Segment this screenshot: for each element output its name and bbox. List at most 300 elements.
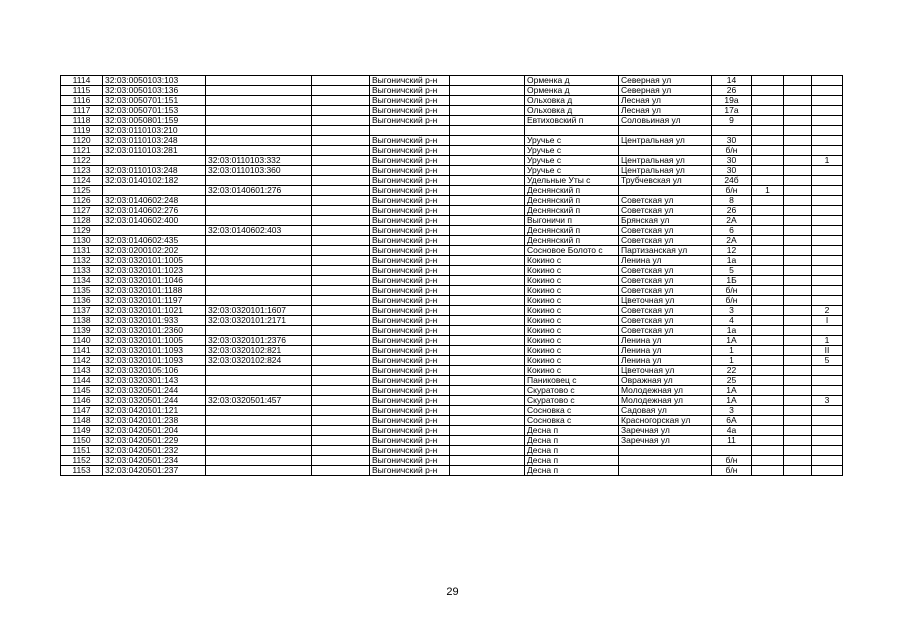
locality-cell: Деснянский п xyxy=(525,186,619,196)
row-number-cell: 1135 xyxy=(61,286,103,296)
col-mark-1-cell xyxy=(752,286,784,296)
blank-col-cell xyxy=(312,376,370,386)
table-row xyxy=(61,416,843,426)
table-row xyxy=(61,106,843,116)
col-mark-3-cell xyxy=(812,276,843,286)
street-cell: Цветочная ул xyxy=(619,366,712,376)
district-cell: Выгоничский р-н xyxy=(370,456,450,466)
row-number-cell: 1146 xyxy=(61,396,103,406)
col-mark-3-cell xyxy=(812,296,843,306)
row-number-cell: 1132 xyxy=(61,256,103,266)
locality-cell: Деснянский п xyxy=(525,226,619,236)
blank-col-cell xyxy=(312,166,370,176)
col-mark-3-cell xyxy=(812,116,843,126)
table-row xyxy=(61,186,843,196)
col-mark-2-cell xyxy=(784,446,812,456)
blank-col-2-cell xyxy=(450,386,525,396)
blank-col-cell xyxy=(312,246,370,256)
col-mark-2-cell xyxy=(784,126,812,136)
col-mark-1-cell xyxy=(752,226,784,236)
related-cadastral-number-cell xyxy=(206,86,312,96)
blank-col-cell xyxy=(312,196,370,206)
table-row xyxy=(61,166,843,176)
blank-col-cell xyxy=(312,356,370,366)
cadastral-number-cell: 32:03:0320101:1093 xyxy=(103,346,206,356)
district-cell: Выгоничский р-н xyxy=(370,226,450,236)
related-cadastral-number-cell xyxy=(206,76,312,86)
locality-cell: Скуратово с xyxy=(525,386,619,396)
row-number-cell: 1122 xyxy=(61,156,103,166)
col-mark-2-cell xyxy=(784,106,812,116)
locality-cell: Скуратово с xyxy=(525,396,619,406)
house-number-cell xyxy=(712,446,752,456)
district-cell xyxy=(370,126,450,136)
related-cadastral-number-cell xyxy=(206,366,312,376)
col-mark-2-cell xyxy=(784,236,812,246)
street-cell: Центральная ул xyxy=(619,156,712,166)
locality-cell: Выгоничи п xyxy=(525,216,619,226)
blank-col-cell xyxy=(312,86,370,96)
district-cell: Выгоничский р-н xyxy=(370,446,450,456)
col-mark-1-cell xyxy=(752,166,784,176)
blank-col-cell xyxy=(312,186,370,196)
district-cell: Выгоничский р-н xyxy=(370,306,450,316)
street-cell xyxy=(619,466,712,476)
cadastral-number-cell: 32:03:0140602:276 xyxy=(103,206,206,216)
district-cell: Выгоничский р-н xyxy=(370,186,450,196)
row-number-cell: 1138 xyxy=(61,316,103,326)
house-number-cell: 1А xyxy=(712,396,752,406)
district-cell: Выгоничский р-н xyxy=(370,276,450,286)
row-number-cell: 1153 xyxy=(61,466,103,476)
table-row xyxy=(61,306,843,316)
district-cell: Выгоничский р-н xyxy=(370,336,450,346)
house-number-cell: 1А xyxy=(712,386,752,396)
blank-col-2-cell xyxy=(450,416,525,426)
street-cell: Советская ул xyxy=(619,236,712,246)
related-cadastral-number-cell xyxy=(206,126,312,136)
col-mark-3-cell: I xyxy=(812,316,843,326)
blank-col-cell xyxy=(312,116,370,126)
house-number-cell: 11 xyxy=(712,436,752,446)
row-number-cell: 1140 xyxy=(61,336,103,346)
col-mark-3-cell xyxy=(812,266,843,276)
col-mark-1-cell xyxy=(752,116,784,126)
locality-cell: Уручье с xyxy=(525,146,619,156)
table-row xyxy=(61,396,843,406)
related-cadastral-number-cell: 32:03:0320101:2376 xyxy=(206,336,312,346)
table-row xyxy=(61,326,843,336)
house-number-cell: 9 xyxy=(712,116,752,126)
table-row xyxy=(61,346,843,356)
blank-col-2-cell xyxy=(450,396,525,406)
col-mark-3-cell: 3 xyxy=(812,396,843,406)
cadastral-number-cell: 32:03:0050701:153 xyxy=(103,106,206,116)
row-number-cell: 1144 xyxy=(61,376,103,386)
blank-col-cell xyxy=(312,136,370,146)
house-number-cell: 6А xyxy=(712,416,752,426)
cadastral-number-cell: 32:03:0420501:204 xyxy=(103,426,206,436)
related-cadastral-number-cell xyxy=(206,196,312,206)
locality-cell: Десна п xyxy=(525,446,619,456)
col-mark-3-cell xyxy=(812,246,843,256)
street-cell: Брянская ул xyxy=(619,216,712,226)
col-mark-2-cell xyxy=(784,326,812,336)
blank-col-cell xyxy=(312,466,370,476)
col-mark-3-cell xyxy=(812,376,843,386)
table-row xyxy=(61,126,843,136)
blank-col-2-cell xyxy=(450,166,525,176)
street-cell: Советская ул xyxy=(619,286,712,296)
col-mark-3-cell xyxy=(812,136,843,146)
col-mark-3-cell xyxy=(812,96,843,106)
table-row xyxy=(61,146,843,156)
col-mark-2-cell xyxy=(784,166,812,176)
blank-col-2-cell xyxy=(450,156,525,166)
page-number: 29 xyxy=(446,586,459,598)
col-mark-1-cell xyxy=(752,376,784,386)
col-mark-3-cell xyxy=(812,436,843,446)
cadastral-number-cell: 32:03:0050103:103 xyxy=(103,76,206,86)
row-number-cell: 1127 xyxy=(61,206,103,216)
locality-cell: Деснянский п xyxy=(525,206,619,216)
district-cell: Выгоничский р-н xyxy=(370,116,450,126)
street-cell: Заречная ул xyxy=(619,426,712,436)
col-mark-2-cell xyxy=(784,316,812,326)
locality-cell: Уручье с xyxy=(525,156,619,166)
row-number-cell: 1128 xyxy=(61,216,103,226)
related-cadastral-number-cell xyxy=(206,456,312,466)
col-mark-3-cell: 1 xyxy=(812,156,843,166)
blank-col-2-cell xyxy=(450,86,525,96)
street-cell: Советская ул xyxy=(619,196,712,206)
house-number-cell: 22 xyxy=(712,366,752,376)
blank-col-cell xyxy=(312,206,370,216)
district-cell: Выгоничский р-н xyxy=(370,426,450,436)
table-row xyxy=(61,246,843,256)
row-number-cell: 1118 xyxy=(61,116,103,126)
house-number-cell: б/н xyxy=(712,286,752,296)
col-mark-1-cell xyxy=(752,156,784,166)
table-row xyxy=(61,376,843,386)
blank-col-2-cell xyxy=(450,186,525,196)
cadastral-number-cell: 32:03:0050801:159 xyxy=(103,116,206,126)
col-mark-3-cell xyxy=(812,416,843,426)
cadastral-number-cell: 32:03:0320101:1197 xyxy=(103,296,206,306)
cadastral-number-cell: 32:03:0420101:121 xyxy=(103,406,206,416)
cadastral-number-cell: 32:03:0320101:1005 xyxy=(103,336,206,346)
col-mark-1-cell xyxy=(752,136,784,146)
blank-col-2-cell xyxy=(450,406,525,416)
cadastral-number-cell: 32:03:0320501:244 xyxy=(103,396,206,406)
street-cell: Советская ул xyxy=(619,326,712,336)
col-mark-3-cell xyxy=(812,186,843,196)
col-mark-1-cell xyxy=(752,386,784,396)
blank-col-cell xyxy=(312,326,370,336)
col-mark-3-cell xyxy=(812,106,843,116)
col-mark-3-cell xyxy=(812,426,843,436)
blank-col-cell xyxy=(312,406,370,416)
street-cell: Северная ул xyxy=(619,76,712,86)
cadastral-number-cell: 32:03:0320501:244 xyxy=(103,386,206,396)
locality-cell xyxy=(525,126,619,136)
col-mark-1-cell xyxy=(752,346,784,356)
locality-cell: Евтиховский п xyxy=(525,116,619,126)
row-number-cell: 1148 xyxy=(61,416,103,426)
house-number-cell: б/н xyxy=(712,296,752,306)
table-row xyxy=(61,276,843,286)
district-cell: Выгоничский р-н xyxy=(370,296,450,306)
col-mark-1-cell xyxy=(752,316,784,326)
blank-col-2-cell xyxy=(450,116,525,126)
related-cadastral-number-cell: 32:03:0320102:824 xyxy=(206,356,312,366)
house-number-cell: 17а xyxy=(712,106,752,116)
col-mark-1-cell xyxy=(752,446,784,456)
house-number-cell: 24б xyxy=(712,176,752,186)
cadastral-number-cell: 32:03:0110103:248 xyxy=(103,166,206,176)
table-row xyxy=(61,206,843,216)
table-row xyxy=(61,196,843,206)
street-cell: Молодежная ул xyxy=(619,386,712,396)
house-number-cell: б/н xyxy=(712,146,752,156)
col-mark-2-cell xyxy=(784,156,812,166)
col-mark-1-cell xyxy=(752,216,784,226)
col-mark-1-cell xyxy=(752,396,784,406)
blank-col-2-cell xyxy=(450,326,525,336)
col-mark-2-cell xyxy=(784,76,812,86)
col-mark-1-cell xyxy=(752,366,784,376)
blank-col-cell xyxy=(312,266,370,276)
related-cadastral-number-cell xyxy=(206,326,312,336)
row-number-cell: 1130 xyxy=(61,236,103,246)
col-mark-1-cell xyxy=(752,266,784,276)
cadastral-number-cell: 32:03:0110103:210 xyxy=(103,126,206,136)
related-cadastral-number-cell: 32:03:0110103:332 xyxy=(206,156,312,166)
col-mark-2-cell xyxy=(784,396,812,406)
col-mark-3-cell xyxy=(812,236,843,246)
col-mark-3-cell xyxy=(812,216,843,226)
col-mark-2-cell xyxy=(784,406,812,416)
blank-col-2-cell xyxy=(450,136,525,146)
cadastral-number-cell xyxy=(103,226,206,236)
district-cell: Выгоничский р-н xyxy=(370,236,450,246)
locality-cell: Кокино с xyxy=(525,306,619,316)
cadastral-number-cell: 32:03:0320101:1188 xyxy=(103,286,206,296)
related-cadastral-number-cell xyxy=(206,116,312,126)
col-mark-3-cell xyxy=(812,456,843,466)
col-mark-3-cell xyxy=(812,126,843,136)
blank-col-cell xyxy=(312,446,370,456)
blank-col-cell xyxy=(312,296,370,306)
locality-cell: Деснянский п xyxy=(525,196,619,206)
house-number-cell: 3 xyxy=(712,306,752,316)
table-body xyxy=(61,76,843,476)
blank-col-2-cell xyxy=(450,246,525,256)
col-mark-3-cell xyxy=(812,286,843,296)
district-cell: Выгоничский р-н xyxy=(370,316,450,326)
col-mark-2-cell xyxy=(784,296,812,306)
col-mark-3-cell xyxy=(812,226,843,236)
district-cell: Выгоничский р-н xyxy=(370,256,450,266)
related-cadastral-number-cell xyxy=(206,106,312,116)
house-number-cell: 30 xyxy=(712,166,752,176)
house-number-cell: 1 xyxy=(712,356,752,366)
col-mark-1-cell xyxy=(752,86,784,96)
locality-cell: Десна п xyxy=(525,456,619,466)
cadastral-number-cell: 32:03:0420101:238 xyxy=(103,416,206,426)
col-mark-1-cell xyxy=(752,326,784,336)
locality-cell: Деснянский п xyxy=(525,236,619,246)
street-cell: Партизанская ул xyxy=(619,246,712,256)
house-number-cell: 2А xyxy=(712,216,752,226)
blank-col-cell xyxy=(312,256,370,266)
col-mark-1-cell xyxy=(752,76,784,86)
col-mark-2-cell xyxy=(784,356,812,366)
col-mark-1-cell xyxy=(752,176,784,186)
blank-col-cell xyxy=(312,176,370,186)
house-number-cell: 4 xyxy=(712,316,752,326)
street-cell: Ленина ул xyxy=(619,256,712,266)
house-number-cell: 5 xyxy=(712,266,752,276)
blank-col-cell xyxy=(312,346,370,356)
row-number-cell: 1139 xyxy=(61,326,103,336)
district-cell: Выгоничский р-н xyxy=(370,386,450,396)
cadastral-number-cell: 32:03:0320101:933 xyxy=(103,316,206,326)
col-mark-2-cell xyxy=(784,116,812,126)
col-mark-2-cell xyxy=(784,416,812,426)
table-row xyxy=(61,216,843,226)
row-number-cell: 1141 xyxy=(61,346,103,356)
locality-cell: Кокино с xyxy=(525,336,619,346)
col-mark-1-cell xyxy=(752,236,784,246)
blank-col-2-cell xyxy=(450,216,525,226)
related-cadastral-number-cell: 32:03:0320101:2171 xyxy=(206,316,312,326)
house-number-cell: 30 xyxy=(712,156,752,166)
street-cell: Советская ул xyxy=(619,306,712,316)
locality-cell: Удельные Уты с xyxy=(525,176,619,186)
street-cell: Красногорская ул xyxy=(619,416,712,426)
district-cell: Выгоничский р-н xyxy=(370,246,450,256)
locality-cell: Кокино с xyxy=(525,326,619,336)
blank-col-2-cell xyxy=(450,346,525,356)
cadastral-number-cell: 32:03:0320101:2360 xyxy=(103,326,206,336)
row-number-cell: 1117 xyxy=(61,106,103,116)
house-number-cell xyxy=(712,126,752,136)
blank-col-2-cell xyxy=(450,356,525,366)
col-mark-3-cell xyxy=(812,466,843,476)
street-cell: Лесная ул xyxy=(619,96,712,106)
related-cadastral-number-cell xyxy=(206,466,312,476)
col-mark-2-cell xyxy=(784,216,812,226)
related-cadastral-number-cell xyxy=(206,266,312,276)
blank-col-2-cell xyxy=(450,336,525,346)
related-cadastral-number-cell xyxy=(206,376,312,386)
col-mark-3-cell xyxy=(812,366,843,376)
registry-table xyxy=(60,75,843,476)
locality-cell: Паниковец с xyxy=(525,376,619,386)
row-number-cell: 1134 xyxy=(61,276,103,286)
blank-col-cell xyxy=(312,146,370,156)
related-cadastral-number-cell: 32:03:0110103:360 xyxy=(206,166,312,176)
col-mark-3-cell xyxy=(812,76,843,86)
district-cell: Выгоничский р-н xyxy=(370,266,450,276)
table-row xyxy=(61,466,843,476)
cadastral-number-cell: 32:03:0110103:281 xyxy=(103,146,206,156)
blank-col-2-cell xyxy=(450,96,525,106)
related-cadastral-number-cell xyxy=(206,256,312,266)
related-cadastral-number-cell: 32:03:0140602:403 xyxy=(206,226,312,236)
col-mark-3-cell xyxy=(812,326,843,336)
blank-col-2-cell xyxy=(450,226,525,236)
house-number-cell: 25 xyxy=(712,376,752,386)
col-mark-3-cell: II xyxy=(812,346,843,356)
col-mark-2-cell xyxy=(784,186,812,196)
district-cell: Выгоничский р-н xyxy=(370,106,450,116)
street-cell: Советская ул xyxy=(619,226,712,236)
col-mark-3-cell xyxy=(812,206,843,216)
col-mark-2-cell xyxy=(784,306,812,316)
row-number-cell: 1137 xyxy=(61,306,103,316)
locality-cell: Кокино с xyxy=(525,286,619,296)
related-cadastral-number-cell xyxy=(206,146,312,156)
street-cell xyxy=(619,146,712,156)
district-cell: Выгоничский р-н xyxy=(370,166,450,176)
blank-col-2-cell xyxy=(450,466,525,476)
blank-col-cell xyxy=(312,236,370,246)
cadastral-number-cell xyxy=(103,186,206,196)
blank-col-2-cell xyxy=(450,436,525,446)
street-cell: Центральная ул xyxy=(619,166,712,176)
district-cell: Выгоничский р-н xyxy=(370,376,450,386)
col-mark-2-cell xyxy=(784,276,812,286)
row-number-cell: 1142 xyxy=(61,356,103,366)
street-cell xyxy=(619,126,712,136)
house-number-cell: 1а xyxy=(712,256,752,266)
related-cadastral-number-cell xyxy=(206,416,312,426)
col-mark-2-cell xyxy=(784,256,812,266)
related-cadastral-number-cell xyxy=(206,276,312,286)
related-cadastral-number-cell xyxy=(206,286,312,296)
blank-col-2-cell xyxy=(450,206,525,216)
cadastral-number-cell: 32:03:0320301:143 xyxy=(103,376,206,386)
col-mark-2-cell xyxy=(784,466,812,476)
street-cell: Советская ул xyxy=(619,266,712,276)
blank-col-2-cell xyxy=(450,196,525,206)
blank-col-2-cell xyxy=(450,256,525,266)
house-number-cell: 14 xyxy=(712,76,752,86)
house-number-cell: б/н xyxy=(712,186,752,196)
col-mark-1-cell xyxy=(752,416,784,426)
locality-cell: Сосновое Болото с xyxy=(525,246,619,256)
blank-col-2-cell xyxy=(450,426,525,436)
table-row xyxy=(61,96,843,106)
related-cadastral-number-cell xyxy=(206,176,312,186)
col-mark-1-cell xyxy=(752,276,784,286)
locality-cell: Кокино с xyxy=(525,296,619,306)
district-cell: Выгоничский р-н xyxy=(370,396,450,406)
blank-col-cell xyxy=(312,156,370,166)
related-cadastral-number-cell: 32:03:0320101:1607 xyxy=(206,306,312,316)
house-number-cell: 4а xyxy=(712,426,752,436)
locality-cell: Ольховка д xyxy=(525,96,619,106)
cadastral-number-cell: 32:03:0420501:232 xyxy=(103,446,206,456)
col-mark-1-cell xyxy=(752,466,784,476)
district-cell: Выгоничский р-н xyxy=(370,196,450,206)
col-mark-2-cell xyxy=(784,266,812,276)
blank-col-2-cell xyxy=(450,106,525,116)
col-mark-1-cell xyxy=(752,406,784,416)
cadastral-number-cell: 32:03:0320101:1021 xyxy=(103,306,206,316)
